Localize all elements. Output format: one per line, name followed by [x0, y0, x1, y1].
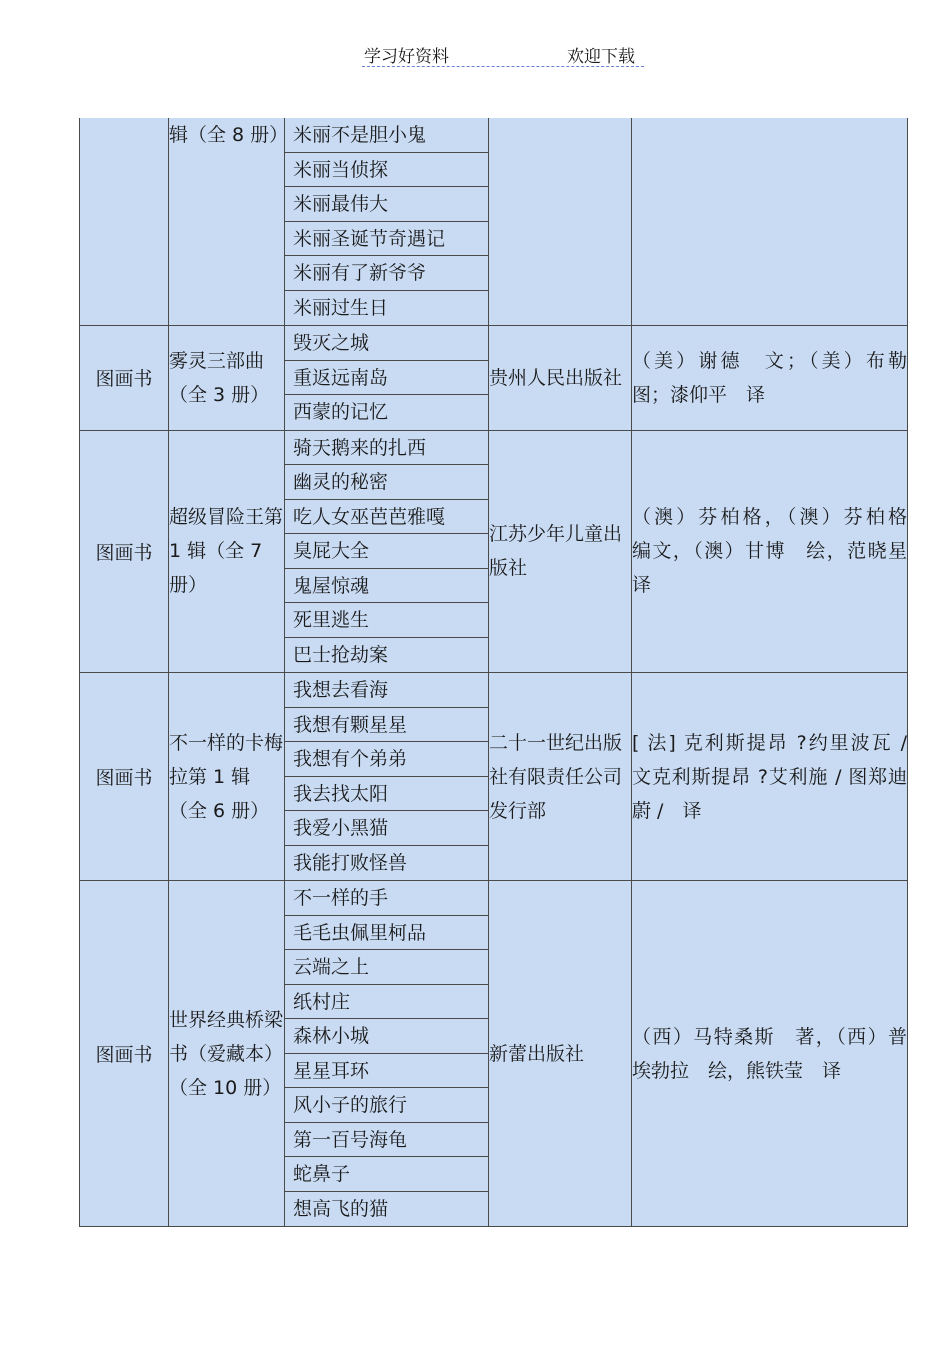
book-title: 死里逃生 [285, 603, 488, 638]
book-title: 米丽过生日 [293, 296, 389, 319]
book-title: 吃人女巫芭芭雅嘎 [285, 500, 488, 535]
titles-cell [285, 118, 489, 326]
title-list [285, 673, 488, 880]
book-title: 云端之上 [285, 950, 488, 985]
book-table [79, 118, 927, 1227]
page-header [362, 40, 644, 67]
header-right-text: 欢迎下载 [567, 47, 635, 67]
book-title: 臭屁大全 [285, 534, 488, 569]
book-title: 我想有个弟弟 [285, 742, 488, 777]
book-title: 我想有颗星星 [285, 708, 488, 743]
table-row [80, 430, 908, 673]
book-title: 巴士抢劫案 [293, 643, 389, 666]
book-title: 米丽有了新爷爷 [285, 256, 488, 291]
book-title: 毁灭之城 [285, 326, 488, 361]
book-title: 鬼屋惊魂 [285, 569, 488, 604]
category-cell: 图画书 [80, 430, 169, 673]
category-cell: 图画书 [80, 673, 169, 881]
header-left-text: 学习好资料 [364, 47, 449, 67]
book-title: 蛇鼻子 [285, 1157, 488, 1192]
table-row [80, 326, 908, 431]
titles-cell [285, 430, 489, 673]
title-list [285, 326, 488, 430]
titles-cell [285, 881, 489, 1227]
series-cell: 超级冒险王第 1 辑（全 7 册） [169, 430, 285, 673]
book-title: 西蒙的记忆 [293, 401, 389, 423]
category-cell [80, 118, 169, 326]
author-cell: （西）马特桑斯 著，（西）普埃勃拉 绘，熊铁莹 译 [632, 881, 908, 1227]
title-list [285, 881, 488, 1226]
publisher-cell [489, 118, 632, 326]
book-title: 纸村庄 [285, 985, 488, 1020]
series-cell: 不一样的卡梅拉第 1 辑（全 6 册） [169, 673, 285, 881]
author-cell: （澳）芬柏格，（澳）芬柏格 编文，（澳）甘博 绘，范晓星 译 [632, 430, 908, 673]
book-title: 我爱小黑猫 [285, 811, 488, 846]
book-title: 米丽不是胆小鬼 [285, 118, 488, 153]
table-row [80, 118, 908, 326]
book-title: 森林小城 [285, 1019, 488, 1054]
book-title: 想高飞的猫 [293, 1197, 389, 1220]
book-title: 风小子的旅行 [285, 1088, 488, 1123]
book-title: 毛毛虫佩里柯品 [285, 916, 488, 951]
book-title: 星星耳环 [285, 1054, 488, 1089]
book-title: 重返远南岛 [285, 361, 488, 396]
book-title: 第一百号海龟 [285, 1123, 488, 1158]
publisher-cell: 二十一世纪出版社有限责任公司发行部 [489, 673, 632, 881]
book-title: 我去找太阳 [285, 777, 488, 812]
table-row [80, 673, 908, 881]
series-cell: 辑（全 8 册） [169, 118, 285, 326]
book-title: 不一样的手 [285, 881, 488, 916]
titles-cell [285, 326, 489, 431]
series-cell: 世界经典桥梁书（爱藏本）（全 10 册） [169, 881, 285, 1227]
publisher-cell: 新蕾出版社 [489, 881, 632, 1227]
book-title: 骑天鹅来的扎西 [285, 431, 488, 466]
author-cell [632, 118, 908, 326]
book-title: 幽灵的秘密 [285, 465, 488, 500]
title-list [285, 118, 488, 325]
category-cell: 图画书 [80, 326, 169, 431]
publisher-cell: 贵州人民出版社 [489, 326, 632, 431]
publisher-cell: 江苏少年儿童出版社 [489, 430, 632, 673]
book-title: 米丽圣诞节奇遇记 [285, 222, 488, 257]
book-title: 米丽最伟大 [285, 187, 488, 222]
author-cell: （美）谢德 文；（美）布勒 图；漆仰平 译 [632, 326, 908, 431]
book-title: 米丽当侦探 [285, 153, 488, 188]
category-cell: 图画书 [80, 881, 169, 1227]
table-row [80, 881, 908, 1227]
title-list [285, 431, 488, 673]
book-title: 我想去看海 [285, 673, 488, 708]
series-cell: 雾灵三部曲（全 3 册） [169, 326, 285, 431]
titles-cell [285, 673, 489, 881]
book-title: 我能打败怪兽 [293, 851, 408, 874]
author-cell: [ 法] 克利斯提昂 ?约里波瓦 / 文克利斯提昂 ?艾利施 / 图郑迪蔚 / 译 [632, 673, 908, 881]
